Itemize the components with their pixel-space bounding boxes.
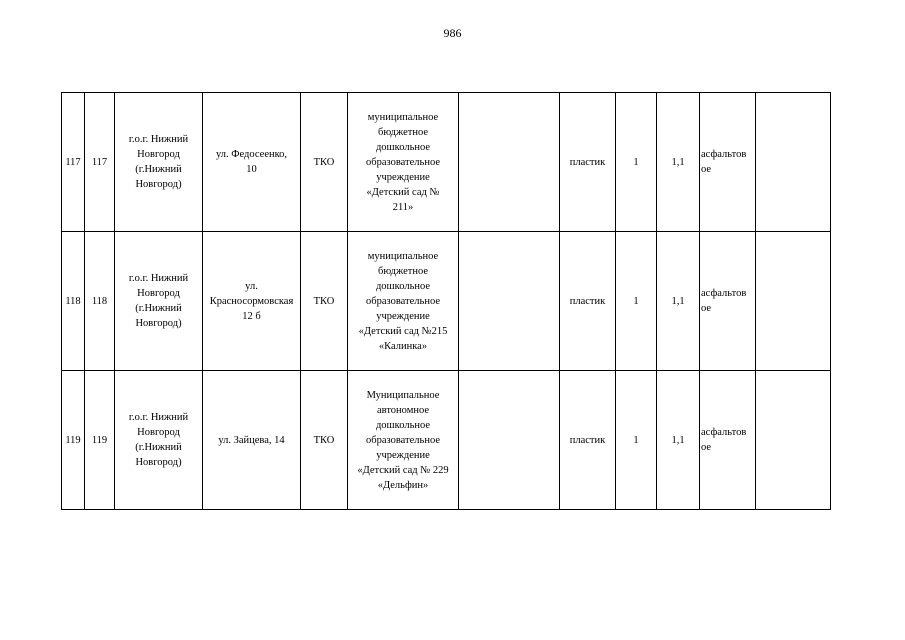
extra-cell	[756, 93, 831, 232]
page-number: 986	[443, 26, 462, 40]
table-row	[62, 232, 831, 371]
extra-cell	[756, 232, 831, 371]
row-number-cell: 119	[62, 371, 85, 510]
row-number-cell: 118	[62, 232, 85, 371]
owner-cell: Муниципальное автономное дошкольное образовательное учреждение «Детский сад № 229 «Дельфин»	[348, 371, 459, 510]
site-number-cell: 119	[85, 371, 115, 510]
municipality-cell: г.о.г. Нижний Новгород (г.Нижний Новгород)	[115, 232, 203, 371]
owner-cell: муниципальное бюджетное дошкольное образовательное учреждение «Детский сад №215 «Калинка»	[348, 232, 459, 371]
site-number-cell: 118	[85, 232, 115, 371]
material-cell: пластик	[560, 232, 616, 371]
surface-cell: асфальтов ое	[700, 371, 756, 510]
municipality-cell: г.о.г. Нижний Новгород (г.Нижний Новгород)	[115, 93, 203, 232]
municipality-cell: г.о.г. Нижний Новгород (г.Нижний Новгород)	[115, 371, 203, 510]
empty-cell	[459, 93, 560, 232]
waste-type-cell: ТКО	[301, 93, 348, 232]
material-cell: пластик	[560, 93, 616, 232]
waste-type-cell: ТКО	[301, 371, 348, 510]
site-number-cell: 117	[85, 93, 115, 232]
volume-cell: 1,1	[657, 232, 700, 371]
owner-cell: муниципальное бюджетное дошкольное образовательное учреждение «Детский сад № 211»	[348, 93, 459, 232]
registry-table	[61, 92, 831, 510]
waste-type-cell: ТКО	[301, 232, 348, 371]
address-cell: ул. Зайцева, 14	[203, 371, 301, 510]
volume-cell: 1,1	[657, 93, 700, 232]
container-count-cell: 1	[616, 232, 657, 371]
empty-cell	[459, 371, 560, 510]
container-count-cell: 1	[616, 93, 657, 232]
empty-cell	[459, 232, 560, 371]
material-cell: пластик	[560, 371, 616, 510]
container-count-cell: 1	[616, 371, 657, 510]
volume-cell: 1,1	[657, 371, 700, 510]
surface-cell: асфальтов ое	[700, 232, 756, 371]
address-cell: ул. Красносормовская 12 б	[203, 232, 301, 371]
table-row	[62, 93, 831, 232]
table-row	[62, 371, 831, 510]
extra-cell	[756, 371, 831, 510]
row-number-cell: 117	[62, 93, 85, 232]
surface-cell: асфальтов ое	[700, 93, 756, 232]
address-cell: ул. Федосеенко, 10	[203, 93, 301, 232]
